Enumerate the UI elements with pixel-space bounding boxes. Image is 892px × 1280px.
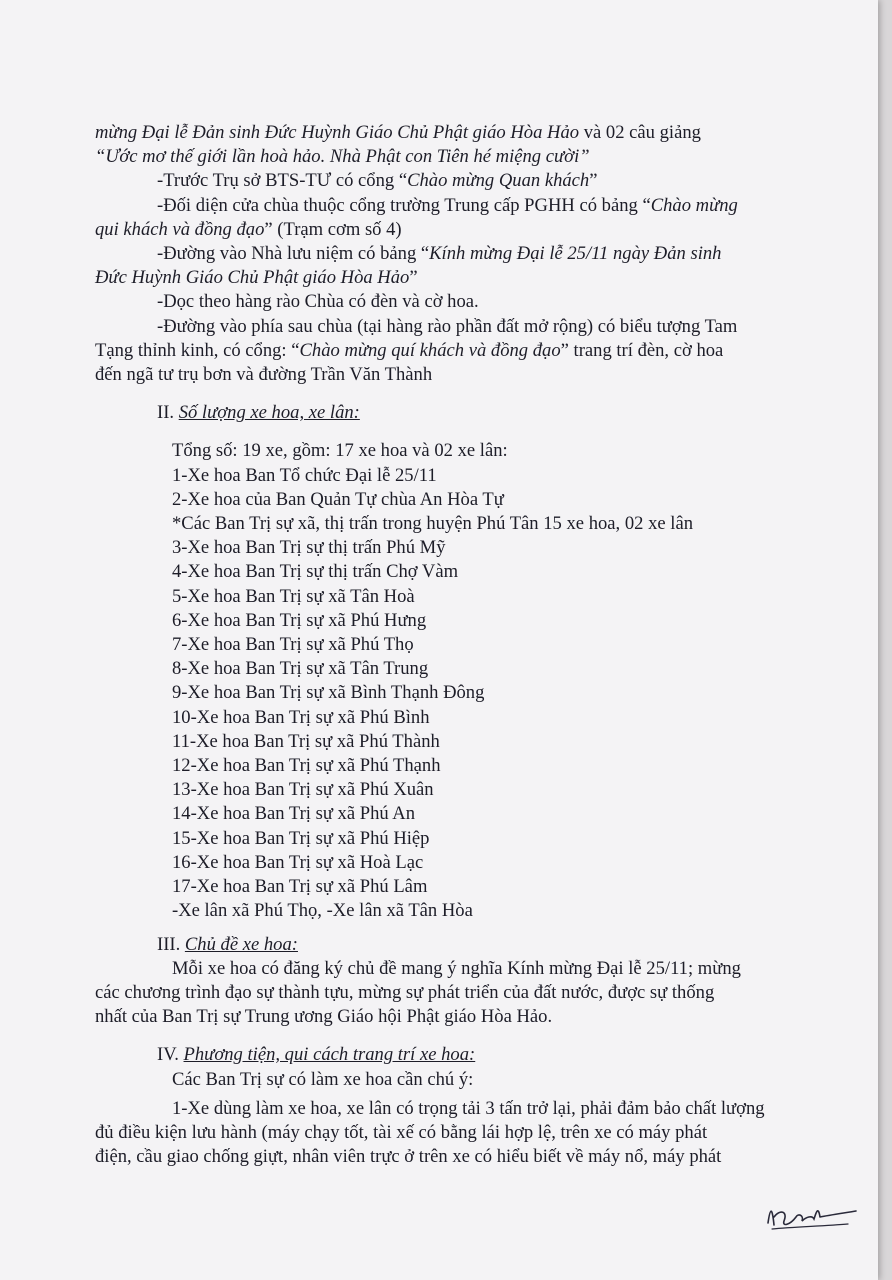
- list-item: 15-Xe hoa Ban Trị sự xã Phú Hiệp: [172, 827, 430, 849]
- list-item: 17-Xe hoa Ban Trị sự xã Phú Lâm: [172, 876, 428, 898]
- paragraph-line: [95, 121, 840, 145]
- italic-text: mừng Đại lễ Đản sinh Đức Huỳnh Giáo Chủ Phật giáo Hòa Hảo: [95, 122, 580, 143]
- list-item: 14-Xe hoa Ban Trị sự xã Phú An: [172, 803, 416, 825]
- paragraph-line: [95, 339, 840, 363]
- section-heading-4: [95, 1043, 840, 1067]
- section-title: Số lượng xe hoa, xe lân:: [178, 402, 360, 424]
- paragraph-line: Mỗi xe hoa có đăng ký chủ đề mang ý nghĩa Kính mừng Đại lễ 25/11; mừng: [172, 957, 741, 979]
- bullet-fence: -Dọc theo hàng rào Chùa có đèn và cờ hoa.: [157, 291, 479, 313]
- bullet-bts-gate: [95, 169, 840, 193]
- text: -Đường vào Nhà lưu niệm có bảng “: [157, 243, 430, 265]
- paragraph-line: các chương trình đạo sự thành tựu, mừng sự phát triển của đất nước, được sự thống: [95, 981, 715, 1003]
- paragraph-line: đủ điều kiện lưu hành (máy chạy tốt, tài xế có bằng lái hợp lệ, trên xe có máy phát: [95, 1121, 708, 1143]
- section-numeral: II.: [157, 402, 179, 424]
- text: và 02 câu giảng: [579, 122, 701, 143]
- signature: [760, 1195, 860, 1235]
- paragraph-line: đến ngã tư trụ bơn và đường Trần Văn Thành: [95, 364, 433, 386]
- text: ”: [589, 170, 598, 192]
- list-item: *Các Ban Trị sự xã, thị trấn trong huyện Phú Tân 15 xe hoa, 02 xe lân: [172, 513, 693, 535]
- paragraph-line: [95, 218, 840, 242]
- italic-text: Chào mừng: [650, 194, 738, 216]
- section-heading-3: [95, 933, 840, 957]
- section-numeral: III.: [157, 933, 185, 955]
- italic-text: Đức Huỳnh Giáo Chủ Phật giáo Hòa Hảo: [95, 267, 410, 289]
- paragraph-line: 1-Xe dùng làm xe hoa, xe lân có trọng tải 3 tấn trở lại, phải đảm bảo chất lượng: [172, 1097, 765, 1119]
- list-item: 16-Xe hoa Ban Trị sự xã Hoà Lạc: [172, 851, 424, 873]
- list-item: 12-Xe hoa Ban Trị sự xã Phú Thạnh: [172, 755, 441, 777]
- section-title: Phương tiện, qui cách trang trí xe hoa:: [183, 1044, 476, 1066]
- vehicle-total: Tổng số: 19 xe, gồm: 17 xe hoa và 02 xe lân:: [172, 440, 508, 462]
- italic-text: Kính mừng Đại lễ 25/11 ngày Đản sinh: [429, 243, 722, 265]
- list-item: 13-Xe hoa Ban Trị sự xã Phú Xuân: [172, 779, 434, 801]
- text: Tạng thỉnh kinh, có cổng: “: [95, 339, 300, 361]
- section-numeral: IV.: [157, 1044, 184, 1066]
- list-item: 5-Xe hoa Ban Trị sự xã Tân Hoà: [172, 585, 415, 607]
- list-item: 4-Xe hoa Ban Trị sự thị trấn Chợ Vàm: [172, 561, 459, 583]
- section-heading-2: [95, 401, 840, 425]
- bullet-rear-entrance: -Đường vào phía sau chùa (tại hàng rào phần đất mở rộng) có biểu tượng Tam: [157, 315, 738, 337]
- italic-text: qui khách và đồng đạo: [95, 218, 265, 240]
- section-title: Chủ đề xe hoa:: [184, 933, 298, 955]
- list-item: 11-Xe hoa Ban Trị sự xã Phú Thành: [172, 730, 440, 752]
- list-item: 7-Xe hoa Ban Trị sự xã Phú Thọ: [172, 634, 414, 656]
- text: -Trước Trụ sở BTS-TƯ có cổng “: [157, 170, 408, 192]
- list-item: 6-Xe hoa Ban Trị sự xã Phú Hưng: [172, 609, 427, 631]
- text: ” (Trạm cơm số 4): [264, 218, 402, 240]
- vehicle-list: [95, 464, 840, 924]
- paragraph-line: điện, cầu giao chống giựt, nhân viên trực ở trên xe có hiểu biết về máy nổ, máy phát: [95, 1146, 722, 1168]
- list-item: 2-Xe hoa của Ban Quản Tự chùa An Hòa Tự: [172, 488, 504, 510]
- list-item: 9-Xe hoa Ban Trị sự xã Bình Thạnh Đông: [172, 682, 485, 704]
- bullet-school-gate: [95, 194, 840, 218]
- bullet-memorial-house: [95, 242, 840, 266]
- paragraph-line: “Ước mơ thế giới lần hoà hảo. Nhà Phật con Tiên hé miệng cười”: [95, 146, 590, 168]
- list-item: 8-Xe hoa Ban Trị sự xã Tân Trung: [172, 658, 429, 680]
- list-item: 3-Xe hoa Ban Trị sự thị trấn Phú Mỹ: [172, 537, 446, 559]
- paragraph-line: [95, 266, 840, 290]
- text: ” trang trí đèn, cờ hoa: [560, 339, 724, 361]
- text: ”: [409, 267, 418, 289]
- text: -Đối diện cửa chùa thuộc cổng trường Trung cấp PGHH có bảng “: [157, 194, 651, 216]
- list-item: -Xe lân xã Phú Thọ, -Xe lân xã Tân Hòa: [172, 900, 473, 922]
- document-body: [95, 121, 840, 1169]
- list-item: 1-Xe hoa Ban Tổ chức Đại lễ 25/11: [172, 464, 437, 486]
- italic-text: Chào mừng Quan khách: [407, 170, 590, 192]
- italic-text: Chào mừng quí khách và đồng đạo: [299, 339, 561, 361]
- paragraph-line: Các Ban Trị sự có làm xe hoa cần chú ý:: [172, 1068, 474, 1090]
- paragraph-line: nhất của Ban Trị sự Trung ương Giáo hội Phật giáo Hòa Hảo.: [95, 1006, 553, 1028]
- list-item: 10-Xe hoa Ban Trị sự xã Phú Bình: [172, 706, 430, 728]
